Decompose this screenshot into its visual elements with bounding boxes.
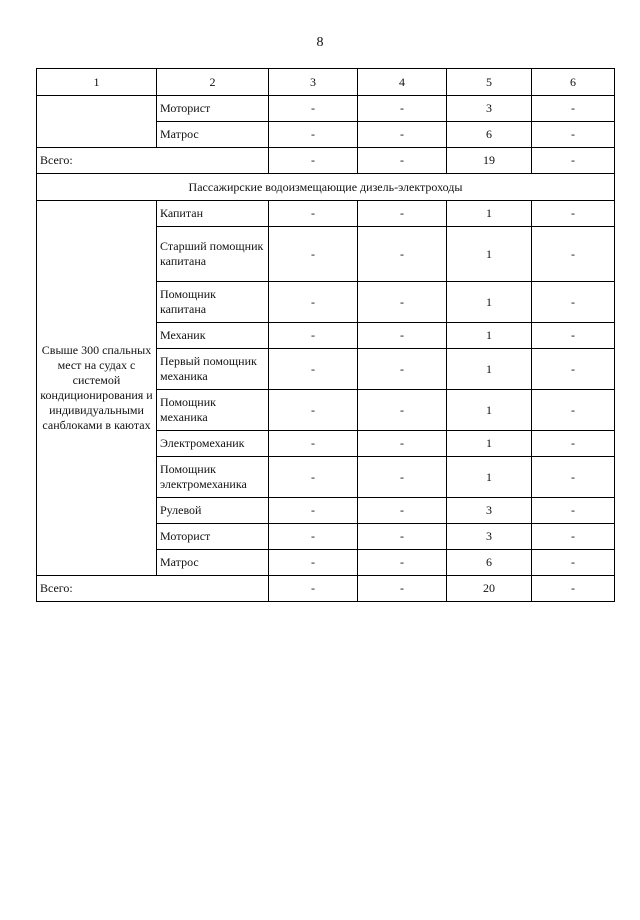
total-value: - bbox=[532, 148, 615, 174]
value-cell: - bbox=[358, 349, 447, 390]
value-cell: - bbox=[532, 201, 615, 227]
header-cell: 5 bbox=[447, 69, 532, 96]
value-cell: - bbox=[358, 431, 447, 457]
value-cell: 1 bbox=[447, 282, 532, 323]
value-cell: - bbox=[532, 390, 615, 431]
value-cell: 3 bbox=[447, 96, 532, 122]
value-cell: 1 bbox=[447, 201, 532, 227]
value-cell: - bbox=[532, 282, 615, 323]
header-row bbox=[37, 69, 615, 96]
value-cell: 6 bbox=[447, 550, 532, 576]
value-cell: - bbox=[532, 431, 615, 457]
total-row bbox=[37, 576, 615, 602]
value-cell: - bbox=[532, 524, 615, 550]
value-cell: 3 bbox=[447, 498, 532, 524]
page-number: 8 bbox=[316, 35, 324, 50]
value-cell: - bbox=[269, 498, 358, 524]
value-cell: - bbox=[358, 201, 447, 227]
value-cell: - bbox=[532, 457, 615, 498]
value-cell: 1 bbox=[447, 457, 532, 498]
category-cell bbox=[37, 96, 157, 148]
total-value: - bbox=[269, 576, 358, 602]
position-cell: Помощник капитана bbox=[157, 282, 269, 323]
total-value: 19 bbox=[447, 148, 532, 174]
total-value: 20 bbox=[447, 576, 532, 602]
position-cell: Матрос bbox=[157, 122, 269, 148]
value-cell: - bbox=[532, 227, 615, 282]
total-label: Всего: bbox=[37, 148, 269, 174]
value-cell: - bbox=[358, 457, 447, 498]
position-cell: Матрос bbox=[157, 550, 269, 576]
section-title: Пассажирские водоизмещающие дизель-электроходы bbox=[37, 174, 615, 201]
position-cell: Помощник электромеханика bbox=[157, 457, 269, 498]
total-value: - bbox=[269, 148, 358, 174]
position-cell: Электромеханик bbox=[157, 431, 269, 457]
table-row bbox=[37, 96, 615, 122]
value-cell: - bbox=[269, 323, 358, 349]
position-cell: Механик bbox=[157, 323, 269, 349]
position-cell: Старший помощник капитана bbox=[157, 227, 269, 282]
position-cell: Моторист bbox=[157, 524, 269, 550]
position-cell: Рулевой bbox=[157, 498, 269, 524]
total-row bbox=[37, 148, 615, 174]
section-row bbox=[37, 174, 615, 201]
value-cell: - bbox=[269, 550, 358, 576]
value-cell: - bbox=[358, 390, 447, 431]
value-cell: - bbox=[532, 323, 615, 349]
category-cell: Свыше 300 спальных мест на судах с системой кондиционирования и индивидуальными санблоками в каютах bbox=[37, 201, 157, 576]
value-cell: - bbox=[532, 550, 615, 576]
value-cell: - bbox=[532, 122, 615, 148]
position-cell: Капитан bbox=[157, 201, 269, 227]
value-cell: - bbox=[532, 349, 615, 390]
value-cell: 1 bbox=[447, 431, 532, 457]
value-cell: - bbox=[269, 122, 358, 148]
position-cell: Моторист bbox=[157, 96, 269, 122]
value-cell: 1 bbox=[447, 349, 532, 390]
value-cell: 6 bbox=[447, 122, 532, 148]
value-cell: - bbox=[269, 349, 358, 390]
value-cell: - bbox=[269, 227, 358, 282]
header-cell: 6 bbox=[532, 69, 615, 96]
value-cell: - bbox=[269, 96, 358, 122]
value-cell: - bbox=[532, 498, 615, 524]
header-cell: 3 bbox=[269, 69, 358, 96]
value-cell: - bbox=[358, 282, 447, 323]
value-cell: 1 bbox=[447, 227, 532, 282]
value-cell: - bbox=[358, 227, 447, 282]
total-value: - bbox=[532, 576, 615, 602]
value-cell: - bbox=[269, 201, 358, 227]
header-cell: 2 bbox=[157, 69, 269, 96]
value-cell: - bbox=[358, 323, 447, 349]
value-cell: - bbox=[269, 282, 358, 323]
total-value: - bbox=[358, 576, 447, 602]
value-cell: - bbox=[358, 122, 447, 148]
value-cell: 1 bbox=[447, 390, 532, 431]
value-cell: - bbox=[532, 96, 615, 122]
value-cell: - bbox=[269, 524, 358, 550]
value-cell: - bbox=[358, 550, 447, 576]
value-cell: 3 bbox=[447, 524, 532, 550]
value-cell: - bbox=[358, 96, 447, 122]
position-cell: Первый помощник механика bbox=[157, 349, 269, 390]
total-value: - bbox=[358, 148, 447, 174]
table-row bbox=[37, 201, 615, 227]
value-cell: - bbox=[269, 457, 358, 498]
header-cell: 1 bbox=[37, 69, 157, 96]
value-cell: 1 bbox=[447, 323, 532, 349]
header-cell: 4 bbox=[358, 69, 447, 96]
value-cell: - bbox=[358, 498, 447, 524]
value-cell: - bbox=[269, 431, 358, 457]
value-cell: - bbox=[358, 524, 447, 550]
value-cell: - bbox=[269, 390, 358, 431]
total-label: Всего: bbox=[37, 576, 269, 602]
position-cell: Помощник механика bbox=[157, 390, 269, 431]
crew-table bbox=[36, 68, 615, 602]
